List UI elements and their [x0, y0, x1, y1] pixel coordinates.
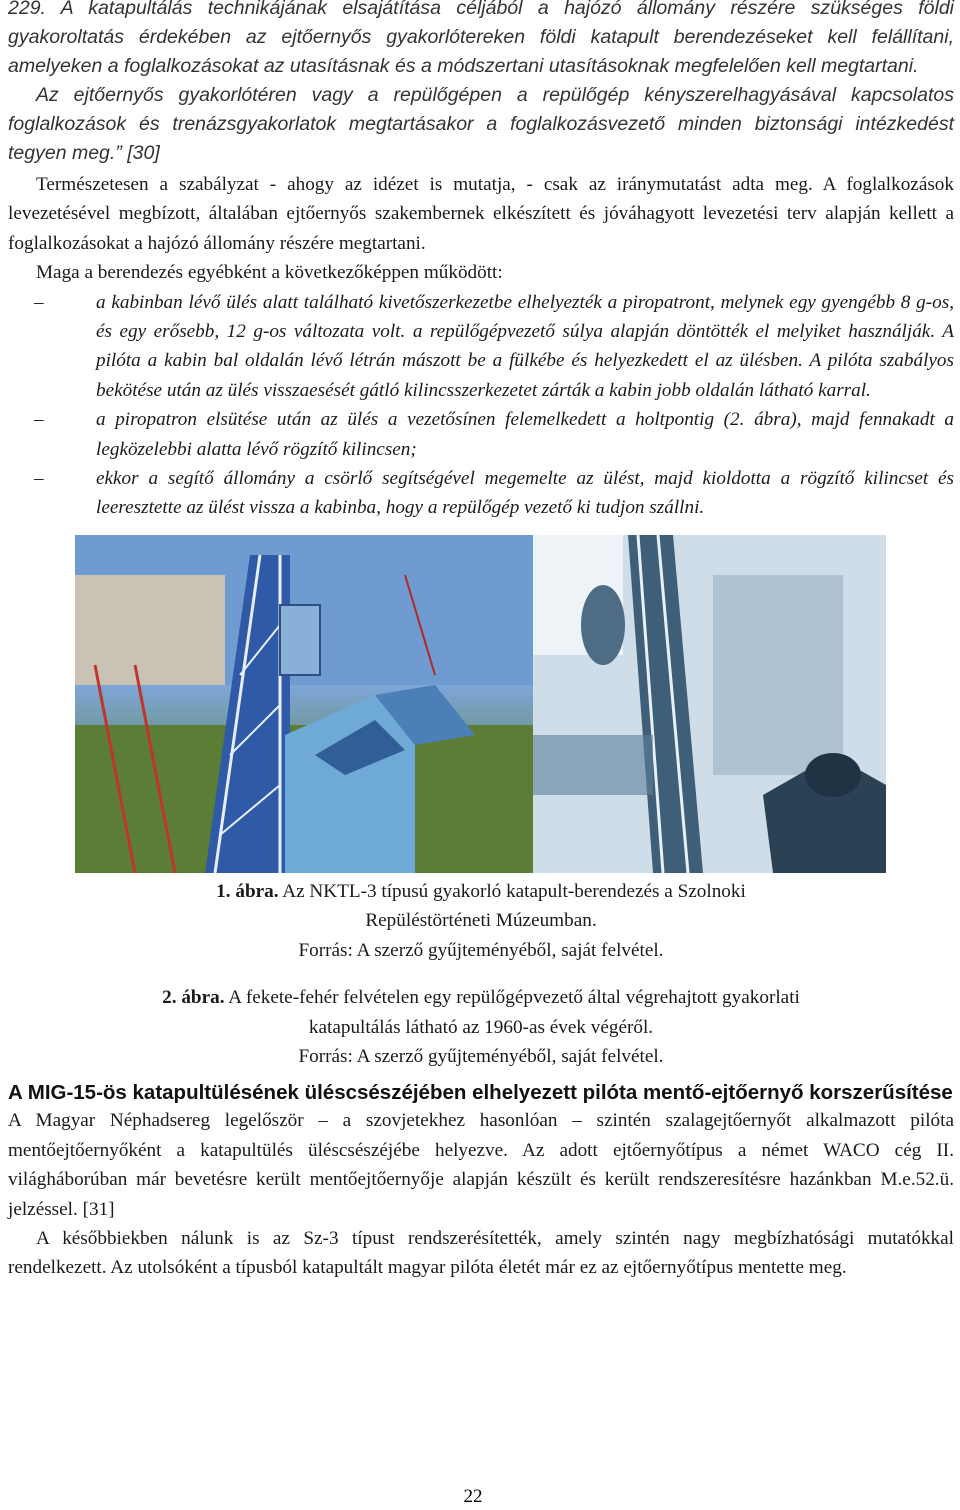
figure-1-source: Forrás: A szerző gyűjteményéből, saját felvétel.: [298, 939, 664, 961]
figure-2-caption-line-1: [8, 983, 954, 1012]
body-paragraph-2: Maga a berendezés egyébként a következőképpen működött:: [36, 262, 503, 284]
body-paragraph-3: A Magyar Néphadsereg legelőször – a szovjetekhez hasonlóan – szintén szalagejtőernyőt alkalmazott pilóta mentőejtőernyőként a katapultülés üléscsészéjébe helyezve. Az adott ejtőernyőtípus a német WACO cég II. világháborúban már bevetésre került mentőejtőernyője alapján készült és került rendszeresítésre hazánkban M.e.52.ü. jelzéssel. [31]: [8, 1110, 954, 1220]
bullet-item: [8, 288, 954, 406]
bullet-dash: –: [34, 291, 44, 313]
bullet-item: [8, 405, 954, 464]
body-paragraph-1: Természetesen a szabályzat - ahogy az idézet is mutatja, - csak az iránymutatást adta meg. A foglalkozások levezetésével megbízott, általában ejtőernyős szakembernek elkészített és jóváhagyott levezetési terv alapján kellett a foglalkozásokat a hajózó állomány részére megtartani.: [8, 174, 954, 254]
bullet-text: a piropatron elsütése után az ülés a vezetősínen felemelkedett a holtpontig (2. ábra), majd fennakadt a legközelebbi alatta lévő rögzítő kilincsen;: [96, 409, 954, 460]
caption-gap: [8, 965, 954, 983]
bullet-text: a kabinban lévő ülés alatt található kivetőszerkezetbe elhelyezték a piropatront, melynek egy gyengébb 8 g-os, és egy erősebb, 12 g-os változata volt. a repülőgépvezető súlya alapján döntötték el melyiket használják. A pilóta a kabin bal oldalán lévő létrán mászott be a fülkébe és helyezkedett el az ülésben. A pilóta szabályos bekötése után az ülés visszaesését gátló kilincsszerkezetet zárták a kabin jobb oldalán látható karral.: [96, 291, 954, 401]
document-page: [8, 0, 954, 1283]
figure-images: [8, 535, 954, 875]
figure-2-label: 2. ábra.: [162, 987, 225, 1009]
intro-paragraph: 229. A katapultálás technikájának elsajátítása céljából a hajózó állomány részére szükséges földi gyakoroltatás érdekében az ejtőernyős gyakorlótereken földi katapult berendezéseket kell felállítani, amelyeken a foglalkozásokat az utasításnak és a módszertani utasításoknak megfelelően kell megtartani.: [8, 0, 954, 77]
figure-1-caption-line-1: [8, 877, 954, 906]
page-number: 22: [463, 1486, 483, 1507]
bullet-dash: –: [34, 468, 44, 490]
figure-2-photo: [533, 535, 886, 873]
figure-1-title: Az NKTL-3 típusú gyakorló katapult-berendezés a Szolnoki: [278, 880, 746, 902]
bullet-item: [8, 464, 954, 523]
bullet-text: ekkor a segítő állomány a csörlő segítségével megemelte az ülést, majd kioldotta a rögzítő kilincset és leeresztette az ülést vissza a kabinba, hogy a repülőgép vezető ki tudjon szállni.: [96, 468, 954, 519]
body-paragraph-4: A későbbiekben nálunk is az Sz-3 típust rendszerésítették, amely szintén nagy megbízhatósági mutatókkal rendelkezett. Az utolsóként a típusból katapultált magyar pilóta életét már ez az ejtőernyőtípus mentette meg.: [8, 1227, 954, 1279]
catapult-photo-illustration: [75, 535, 533, 873]
figure-1-photo: [75, 535, 533, 873]
bullet-list: [8, 288, 954, 523]
figure-2-caption-line-2: katapultálás látható az 1960-as évek végéről.: [308, 1016, 654, 1038]
figure-1-caption-line-2: Repüléstörténeti Múzeumban.: [365, 910, 597, 932]
bw-catapult-photo-illustration: [533, 535, 886, 873]
figure-2-title: A fekete-fehér felvételen egy repülőgépvezető által végrehajtott gyakorlati: [224, 987, 800, 1009]
figure-1-label: 1. ábra.: [216, 880, 279, 902]
section-heading: A MIG-15-ös katapultülésének üléscsészéjében elhelyezett pilóta mentő-ejtőernyő korszerűsítése: [8, 1081, 953, 1105]
bullet-dash: –: [34, 409, 44, 431]
figure-2-source: Forrás: A szerző gyűjteményéből, saját felvétel.: [298, 1045, 664, 1067]
figure-captions: [8, 877, 954, 1071]
quote-paragraph: Az ejtőernyős gyakorlótéren vagy a repülőgépen a repülőgép kényszerelhagyásával kapcsolatos foglalkozások és trenázsgyakorlatok megtartásakor a foglalkozásvezető minden biztonsági intézkedést tegyen meg.” [30]: [8, 84, 954, 164]
